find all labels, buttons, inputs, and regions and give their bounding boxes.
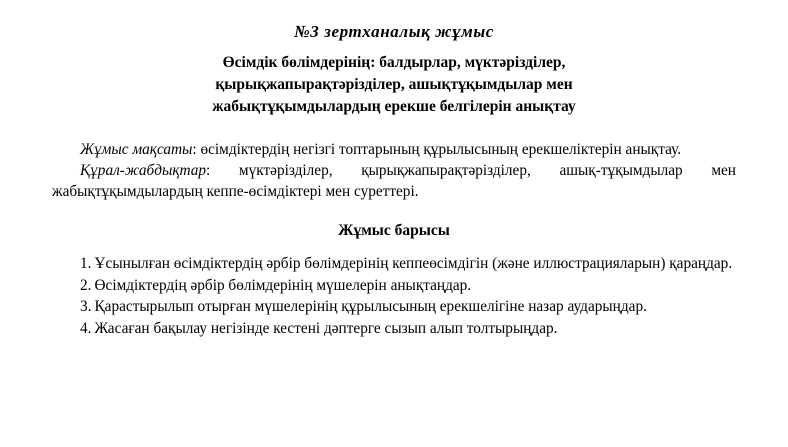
document-title [70, 52, 718, 118]
step-text-4: Жасаған бақылау негізінде кестені дәптерге сызып алып толтырыңдар. [94, 319, 558, 337]
step-number-2: 2. [80, 276, 92, 294]
section-heading-workflow: Жұмыс барысы [338, 222, 450, 240]
purpose-label: Жұмыс мақсаты [80, 141, 193, 158]
purpose-text: : өсімдіктердің негізгі топтарының құрылысының ерекшеліктерін анықтау. [192, 141, 682, 158]
equipment-paragraph [52, 161, 736, 202]
step-item-1 [52, 254, 736, 274]
lab-number-heading: №3 зертханалық жұмыс [294, 22, 494, 41]
title-body-spacer [52, 118, 736, 140]
step-item-3 [52, 297, 736, 317]
step-number-1: 1. [80, 255, 92, 273]
step-text-3: Қарастырылып отырған мүшелерінің құрылысының ерекшелігіне назар аударыңдар. [94, 298, 647, 316]
step-number-3: 3. [80, 298, 92, 316]
step-item-2 [52, 276, 736, 296]
document-title-line-2: қырықжапырақтәрізділер, ашықтұқымдылар мен [215, 76, 573, 93]
step-item-4 [52, 319, 736, 339]
purpose-paragraph [52, 140, 736, 160]
document-title-line-1: Өсімдік бөлімдерінің: балдырлар, мүктәрізділер, [222, 54, 566, 71]
step-text-1: Ұсынылған өсімдіктердің әрбір бөлімдерінің кеппеөсімдігін (және иллюстрацияларын) қараңдар. [94, 255, 733, 273]
equipment-text: : мүктәріздiлер, қырықжапырақтәріздiлер, ашық-тұқымдылар мен жабықтұқымдылардың кеппе-өсімдіктері мен суреттері. [52, 162, 736, 200]
equipment-label: Құрал-жабдықтар [80, 162, 207, 180]
step-text-2: Өсімдіктердің әрбір бөлімдерінің мүшелерін анықтаңдар. [94, 276, 472, 294]
step-number-4: 4. [80, 319, 92, 337]
body-section-spacer [52, 202, 736, 222]
document-title-line-3: жабықтұқымдылардың ерекше белгілерін анықтау [212, 98, 576, 115]
